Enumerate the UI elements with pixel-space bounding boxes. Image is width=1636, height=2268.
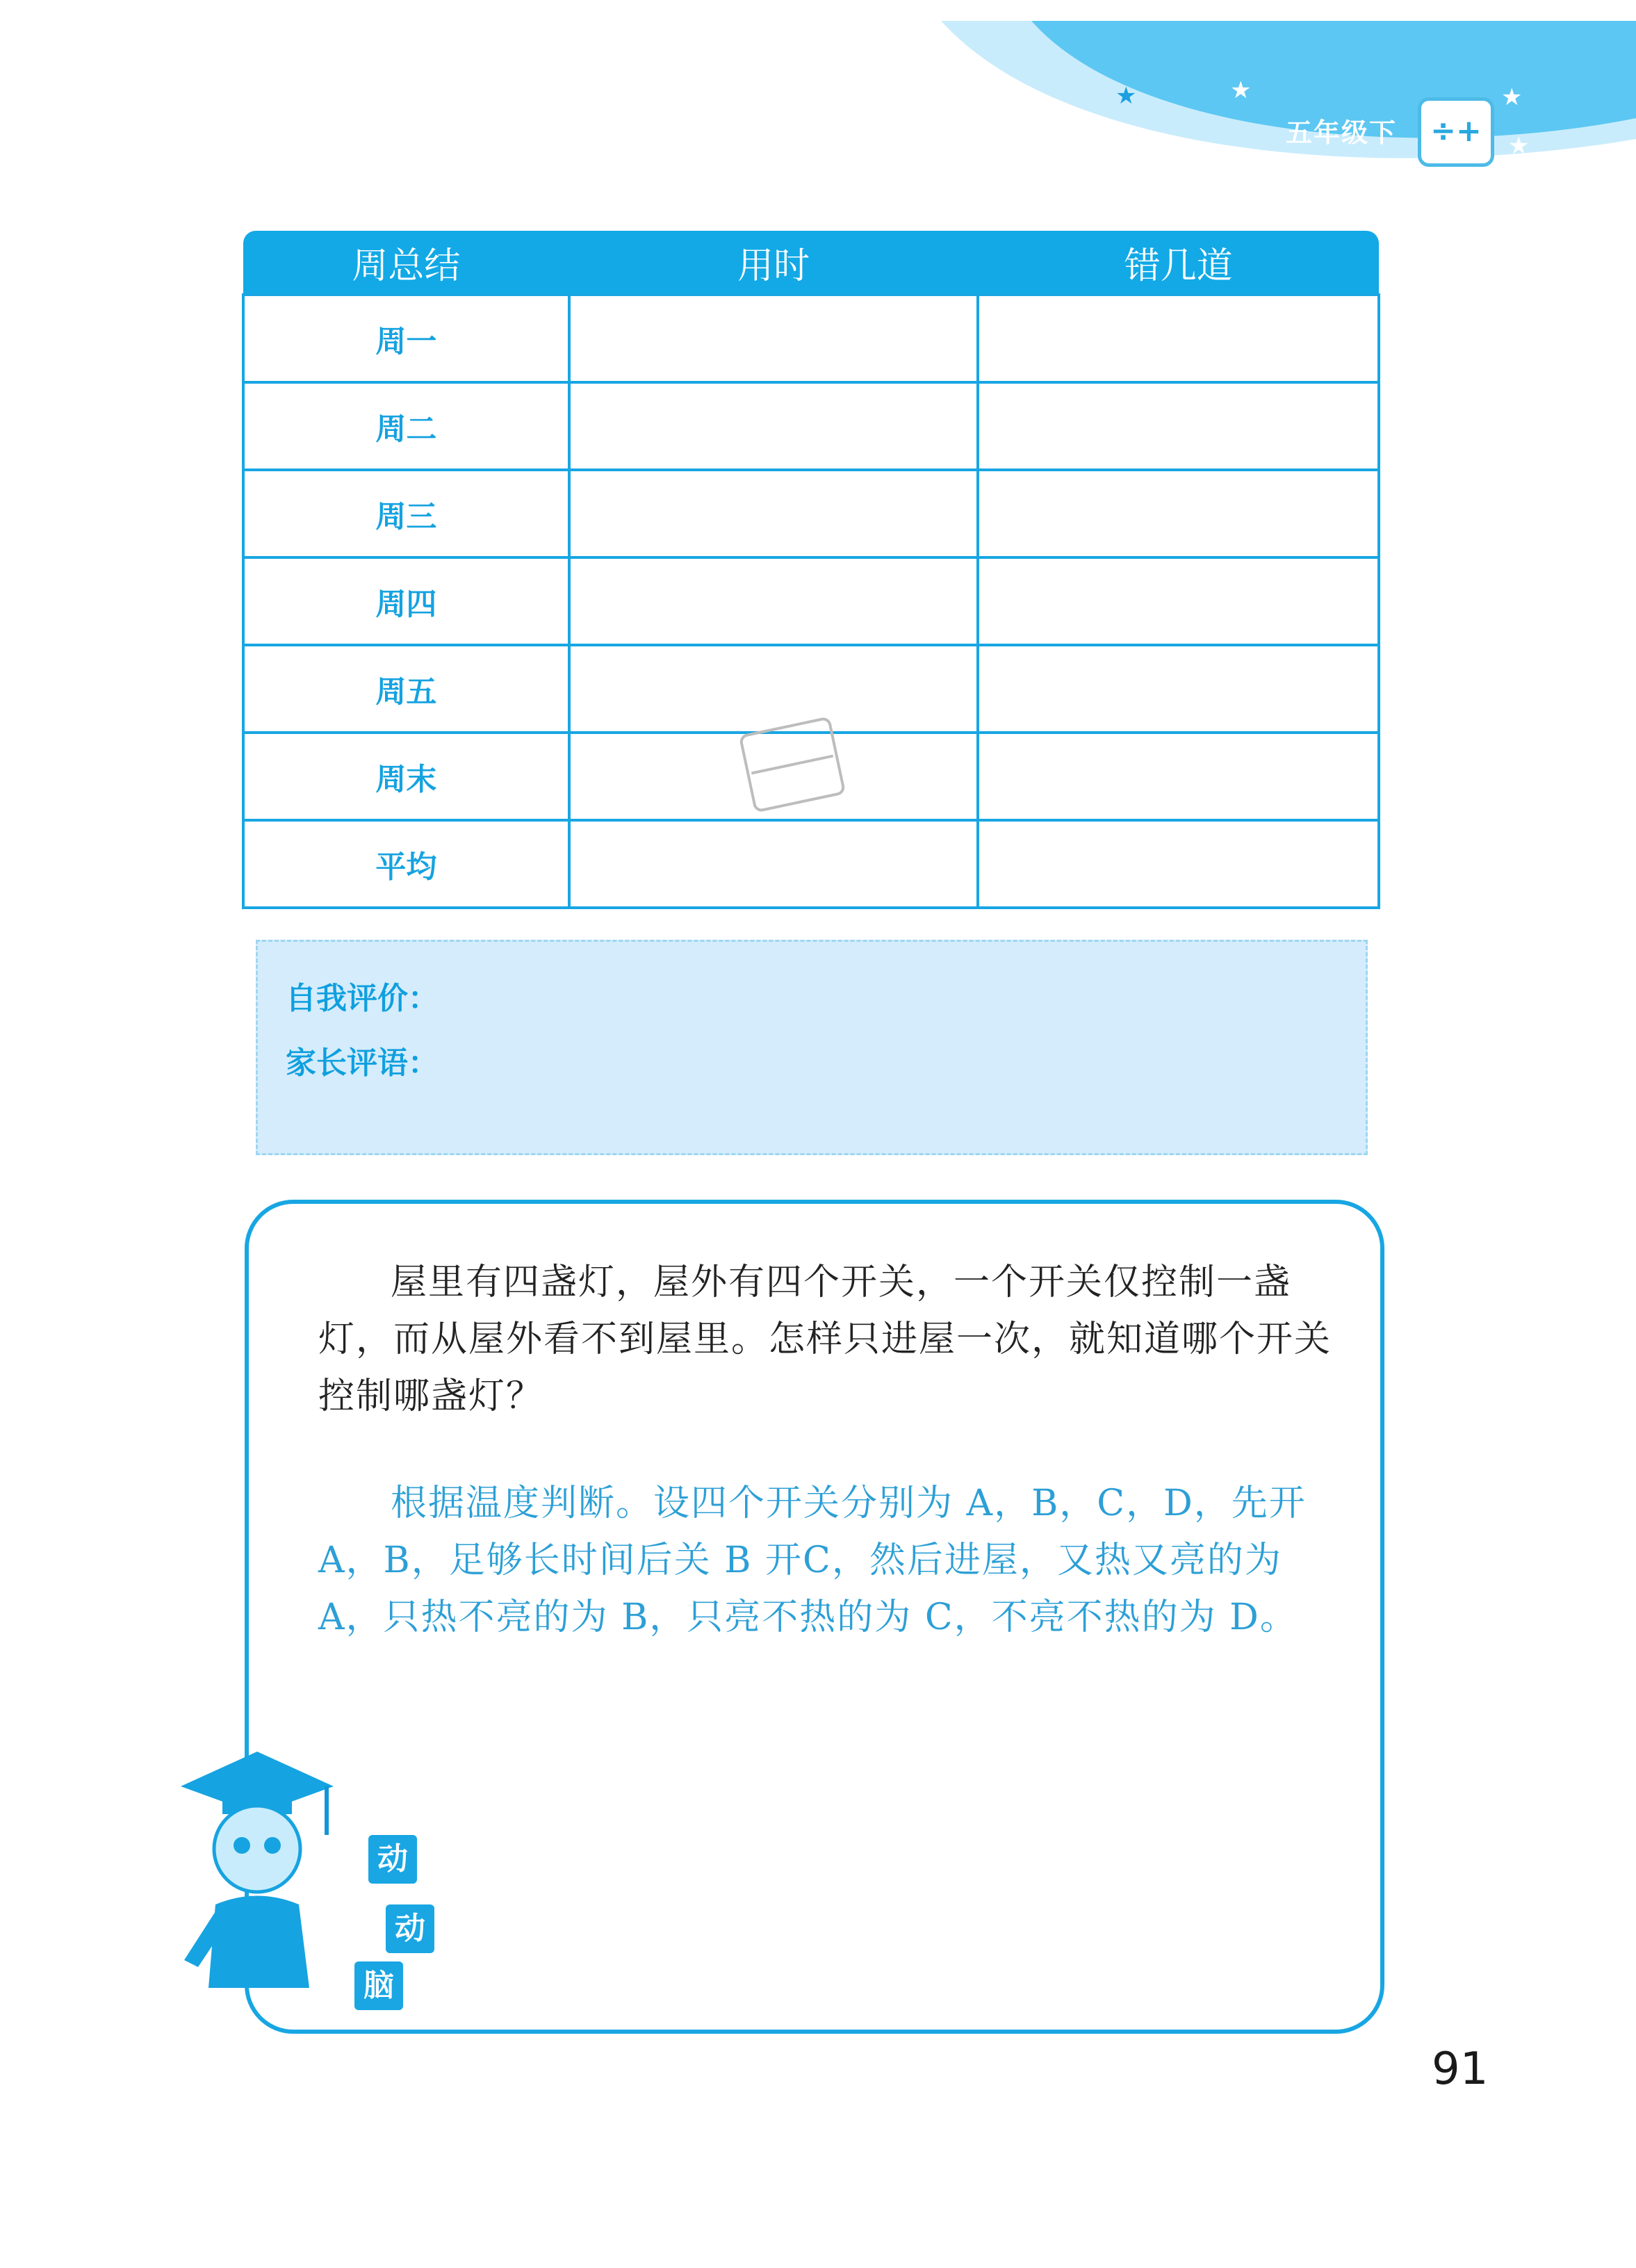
errors-cell[interactable] [978,733,1379,820]
graduate-mascot-icon [167,1738,459,2030]
stamp-watermark [733,712,851,817]
table-row [243,820,1379,908]
time-cell[interactable] [569,382,979,470]
table-row [243,470,1379,557]
self-evaluation-label: 自我评价： [286,981,439,1016]
row-label: 周二 [243,382,569,470]
column-header-errors: 错几道 [978,231,1379,295]
column-header-summary: 周总结 [243,231,569,295]
grade-label: 五年级下 [1286,117,1398,148]
table-row [243,382,1379,470]
star-icon: ★ [1508,132,1530,160]
row-label: 周四 [243,557,569,645]
time-cell[interactable] [569,295,979,382]
mascot-tag: 动 [368,1835,417,1884]
errors-cell[interactable] [978,820,1379,908]
mascot-tag: 动 [386,1904,434,1953]
table-row [243,295,1379,382]
dice-icon: ÷+ [1418,97,1494,167]
table-header-row [243,231,1379,295]
errors-cell[interactable] [978,382,1379,470]
header-wave-decoration [941,0,1636,181]
errors-cell[interactable] [978,645,1379,733]
errors-cell[interactable] [978,295,1379,382]
star-icon: ★ [1115,82,1137,110]
row-label: 周末 [243,733,569,820]
puzzle-question: 屋里有四盏灯，屋外有四个开关，一个开关仅控制一盏灯，而从屋外看不到屋里。怎样只进屋一次，就知道哪个开关控制哪盏灯？ [318,1262,1332,1417]
puzzle-answer: 根据温度判断。设四个开关分别为 A，B，C，D，先开 A，B，足够长时间后关 B 开C，然后进屋，又热又亮的为 A，只热不亮的为 B，只亮不热的为 C，不亮不热的为 D。 [318,1483,1307,1638]
table-row [243,557,1379,645]
row-label: 周五 [243,645,569,733]
page-number: 91 [1432,2043,1489,2095]
parent-comment-label: 家长评语： [286,1045,439,1081]
errors-cell[interactable] [978,470,1379,557]
column-header-time: 用时 [569,231,979,295]
row-label: 周一 [243,295,569,382]
time-cell[interactable] [569,557,979,645]
errors-cell[interactable] [978,557,1379,645]
evaluation-box [256,940,1368,1155]
time-cell[interactable] [569,470,979,557]
mascot-tag: 脑 [354,1961,403,2010]
row-label: 平均 [243,820,569,908]
star-icon: ★ [1501,83,1523,111]
time-cell[interactable] [569,820,979,908]
row-label: 周三 [243,470,569,557]
star-icon: ★ [1230,76,1252,104]
